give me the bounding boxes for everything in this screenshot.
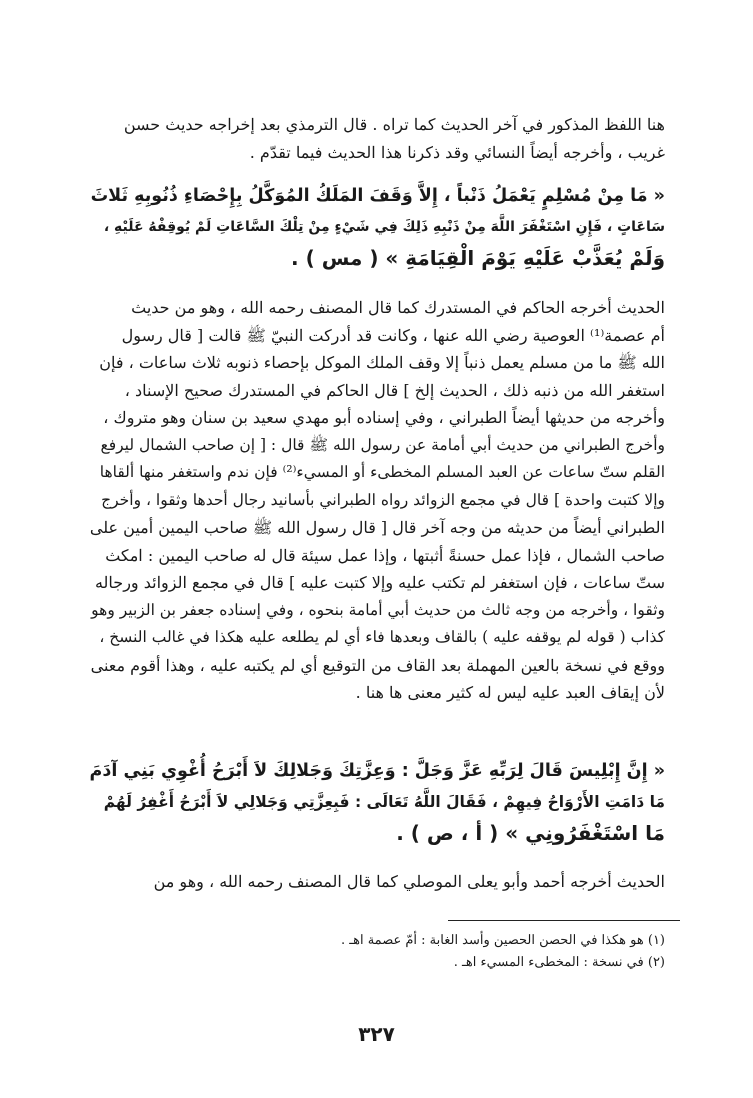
text-line: القلم ستّ ساعات عن العبد المسلم المخطىء أو المسيء⁽²⁾ فإن ندم واستغفر منها ألقاها [99, 463, 665, 481]
text-line: أم عصمة⁽¹⁾ العوصية رضي الله عنها ، وكانت قد أدركت النبيّ ﷺ قالت [ قال رسول [121, 325, 665, 345]
text-line: الطبراني أيضاً من حديثه من وجه آخر قال [ قال رسول الله ﷺ صاحب اليمين أمين على [89, 518, 665, 537]
text-line: لأن إيقاف العبد عليه ليس له كثير معنى ها هنا . [355, 683, 665, 702]
text-line: وثقوا ، وأخرجه من وجه ثالث من حديث أبي أمامة بنحوه ، وفي إسناده جعفر بن الزبير وهو [91, 600, 665, 619]
hadith-quote-1 [88, 181, 665, 274]
hadith-line: « مَا مِنْ مُسْلِمٍ يَعْمَلُ ذَنْباً ، إِلاَّ وَقَفَ المَلَكُ المُوَكَّلُ بِإِحْصَاءِ ذُنُوبِهِ ثَلاثَ [90, 186, 665, 206]
text-line: الحديث أخرجه أحمد وأبو يعلى الموصلي كما قال المصنف رحمه الله ، وهو من [153, 872, 665, 891]
hadith-line: « إِنَّ إِبْلِيسَ قَالَ لِرَبِّهِ عَزَّ وَجَلَّ : وَعِزَّتِكَ وَجَلالِكَ لاَ أَبْرَحُ أُغْوِي بَنِي آدَمَ [89, 761, 665, 781]
paragraph-1 [88, 111, 665, 166]
text-line: الحديث أخرجه الحاكم في المستدرك كما قال المصنف رحمه الله ، وهو من حديث [131, 298, 665, 317]
footnote-divider [448, 920, 680, 921]
text-line: ووقع في نسخة بالعين المهملة بعد القاف من التوقيع أي لم يكتبه عليه ، وهذا أقوم معنى [90, 655, 665, 675]
hadith-line: مَا دَامَتِ الأَرْوَاحُ فِيهِمْ ، فَقَالَ اللَّهُ تَعَالَى : فَبِعِزَّتِي وَجَلالِي لاَ أَبْرَحُ أَغْفِرُ لَهُمْ [103, 793, 665, 811]
footnotes [88, 930, 665, 974]
footnote-1: (١) هو هكذا في الحصن الحصين وأسد الغابة : أمّ عصمة اهـ . [341, 933, 665, 948]
text-line: ستّ ساعات ، فإن استغفر لم تكتب عليه وإلا كتبت عليه ] قال في مجمع الزوائد ورجاله [94, 573, 665, 592]
text-line: استغفر الله من ذنبه ذلك ، الحديث إلخ ] قال الحاكم في المستدرك صحيح الإسناد ، [124, 380, 665, 400]
text-line: وإلا كتبت واحدة ] قال في مجمع الزوائد رواه الطبراني بأسانيد رجال أحدها وثقوا ، وأخرج [101, 490, 665, 509]
text-line: غريب ، وأخرجه أيضاً النسائي وقد ذكرنا هذا الحديث فيما تقدّم . [249, 142, 665, 162]
page-number: ٣٢٧ [358, 1022, 395, 1046]
text-line: الله ﷺ ما من مسلم يعمل ذنباً إلا وقف الملك الموكل بإحصاء ذنوبه ثلاث ساعات ، فإن [99, 353, 665, 372]
hadith-line: سَاعَاتٍ ، فَإِنِ اسْتَغْفَرَ اللَّهَ مِنْ ذَنْبِهِ ذَلِكَ فِي شَيْءٍ مِنْ تِلْكَ السَّاعَاتِ لَمْ يُوقِفْهُ عَلَيْهِ ، [103, 219, 665, 235]
hadith-line: مَا اسْتَغْفَرُونِي » ( أ ، ص ) . [396, 821, 665, 845]
paragraph-2 [88, 294, 665, 707]
text-line: كذاب ( قوله لم يوقفه عليه ) بالقاف وبعدها فاء أي لم يطلعه عليه هكذا في غالب النسخ ، [99, 628, 665, 646]
text-line: وأخرجه من حديثها أيضاً الطبراني ، وفي إسناده أبو مهدي سعيد بن سنان وهو متروك ، [103, 408, 665, 427]
hadith-line: وَلَمْ يُعَذَّبْ عَلَيْهِ يَوْمَ الْقِيَامَةِ » ( مس ) . [291, 246, 665, 270]
footnote-2: (٢) في نسخة : المخطىء المسيء اهـ . [453, 955, 665, 970]
text-line: صاحب الشمال ، فإذا عمل حسنةً أثبتها ، وإذا عمل سيئة قال له صاحب اليمين : امكث [105, 545, 665, 565]
hadith-quote-2 [88, 756, 665, 849]
text-line: هنا اللفظ المذكور في آخر الحديث كما تراه . قال الترمذي بعد إخراجه حديث حسن [123, 115, 665, 134]
paragraph-3 [88, 868, 665, 896]
text-line: وأخرج الطبراني من حديث أبي أمامة عن رسول الله ﷺ قال : [ إن صاحب الشمال ليرفع [100, 435, 665, 454]
